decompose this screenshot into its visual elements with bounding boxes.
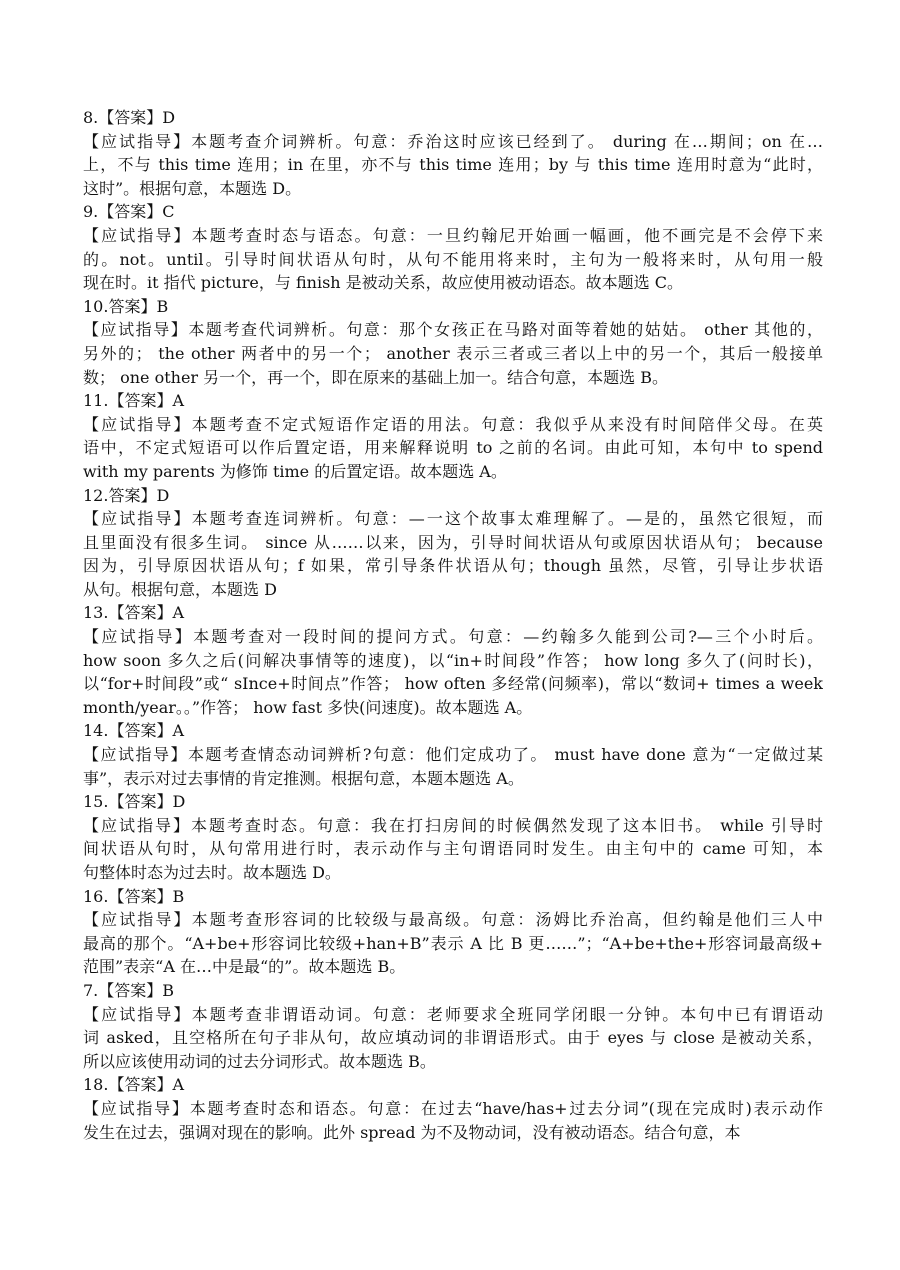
- answer-heading: 18.【答案】A: [83, 1075, 185, 1095]
- answer-item: [83, 719, 823, 790]
- answer-item: [83, 484, 823, 602]
- explanation-line: 因为，引导原因状语从句；f 如果，常引导条件状语从句；though 虽然，尽管，引导让步状语: [83, 556, 823, 576]
- explanation-line: 【应试指导】本题考查非谓语动词。句意：老师要求全班同学闭眼一分钟。本句中已有谓语动: [83, 1004, 823, 1024]
- explanation-line: 数； one other 另一个，再一个，即在原来的基础上加一。结合句意，本题选 B。: [83, 367, 668, 387]
- explanation-line: 从句。根据句意，本题选 D: [83, 579, 277, 599]
- answer-heading: 11.【答案】A: [83, 391, 185, 411]
- answer-heading: 16.【答案】B: [83, 886, 185, 906]
- explanation-line: 【应试指导】本题考查时态和语态。句意：在过去“have/has+过去分词”(现在完成时)表示动作: [83, 1098, 823, 1118]
- answer-heading: 13.【答案】A: [83, 603, 185, 623]
- explanation-line: 【应试指导】本题考查不定式短语作定语的用法。句意：我似乎从来没有时间陪伴父母。在英: [83, 414, 823, 434]
- explanation-line: 发生在过去，强调对现在的影响。此外 spread 为不及物动词，没有被动语态。结合句意，本: [83, 1122, 741, 1142]
- explanation-line: 【应试指导】本题考查时态与语态。句意：一旦约翰尼开始画一幅画，他不画完是不会停下来: [83, 225, 823, 245]
- explanation-line: 词 asked，且空格所在句子非从句，故应填动词的非谓语形式。由于 eyes 与 close 是被动关系，: [83, 1028, 823, 1048]
- answer-item: [83, 106, 823, 200]
- explanation-line: 范围”表亲“A 在…中是最“的”。故本题选 B。: [83, 957, 406, 977]
- explanation-line: 【应试指导】本题考查代词辨析。句意：那个女孩正在马路对面等着她的姑姑。 other 其他的，: [83, 320, 823, 340]
- explanation-line: 【应试指导】本题考查形容词的比较级与最高级。句意：汤姆比乔治高，但约翰是他们三人中: [83, 910, 823, 930]
- explanation-line: 事”，表示对过去事情的肯定推测。根据句意，本题本题选 A。: [83, 768, 524, 788]
- explanation-line: 【应试指导】本题考查情态动词辨析?句意：他们定成功了。 must have done 意为“一定做过某: [83, 745, 823, 765]
- answer-heading: 8.【答案】D: [83, 108, 176, 127]
- answer-item: [83, 601, 823, 719]
- explanation-line: 【应试指导】本题考查时态。句意：我在打扫房间的时候偶然发现了这本旧书。 while 引导时: [83, 815, 823, 835]
- explanation-line: 的。not。until。引导时间状语从句时，从句不能用将来时，主句为一般将来时，从句用一般: [83, 249, 823, 269]
- answer-item: [83, 295, 823, 389]
- answer-heading: 12.答案】D: [83, 485, 170, 505]
- answer-heading: 14.【答案】A: [83, 721, 185, 741]
- explanation-line: 语中，不定式短语可以作后置定语，用来解释说明 to 之前的名词。由此可知，本句中 to spend: [83, 438, 823, 458]
- explanation-line: 间状语从句时，从句常用进行时，表示动作与主句谓语同时发生。由主句中的 came 可知，本: [83, 839, 823, 859]
- explanation-line: 另外的； the other 两者中的另一个； another 表示三者或三者以上中的另一个，其后一般接单: [83, 343, 823, 363]
- explanation-line: 【应试指导】本题考查连词辨析。句意：—一这个故事太难理解了。—是的，虽然它很短，而: [83, 509, 823, 529]
- explanation-line: 所以应该使用动词的过去分词形式。故本题选 B。: [83, 1051, 436, 1071]
- explanation-line: 现在时。it 指代 picture，与 finish 是被动关系，故应使用被动语态。故本题选 C。: [83, 273, 684, 293]
- answer-item: [83, 389, 823, 483]
- answer-item: [83, 1073, 823, 1144]
- explanation-line: 最高的那个。“A+be+形容词比较级+han+B”表示 A 比 B 更……”；“A+be+the+形容词最高级+: [83, 933, 823, 953]
- explanation-line: 【应试指导】本题考查介词辨析。句意：乔治这时应该已经到了。 during 在…期间；on 在…: [83, 131, 823, 151]
- answer-heading: 10.答案】B: [83, 296, 169, 316]
- answer-heading: 7.【答案】B: [83, 980, 175, 1000]
- explanation-line: 以“for+时间段”或“ sInce+时间点”作答； how often 多经常(问频率)，常以“数词+ times a week: [83, 674, 823, 694]
- explanation-line: month/year。。”作答； how fast 多快(问速度)。故本题选 A。: [83, 697, 533, 717]
- explanation-line: 这时”。根据句意，本题选 D。: [83, 178, 302, 198]
- answer-heading: 9.【答案】C: [83, 202, 175, 222]
- explanation-line: 且里面没有很多生词。 since 从……以来，因为，引导时间状语从句或原因状语从句； because: [83, 532, 823, 552]
- answer-item: [83, 885, 823, 979]
- explanation-line: 句整体时态为过去时。故本题选 D。: [83, 863, 341, 882]
- answer-item: [83, 979, 823, 1073]
- explanation-line: how soon 多久之后(问解决事情等的速度)，以“in+时间段”作答； how long 多久了(问时长)，: [83, 650, 823, 670]
- answer-heading: 15.【答案】D: [83, 792, 186, 812]
- explanation-line: 上，不与 this time 连用；in 在里，亦不与 this time 连用；by 与 this time 连用时意为“此时，: [83, 155, 823, 175]
- answer-explanations: [83, 106, 823, 1144]
- explanation-line: with my parents 为修饰 time 的后置定语。故本题选 A。: [83, 461, 507, 481]
- explanation-line: 【应试指导】本题考查对一段时间的提问方式。句意：—约翰多久能到公司?—三个小时后。: [83, 627, 823, 647]
- answer-item: [83, 790, 823, 884]
- answer-item: [83, 200, 823, 294]
